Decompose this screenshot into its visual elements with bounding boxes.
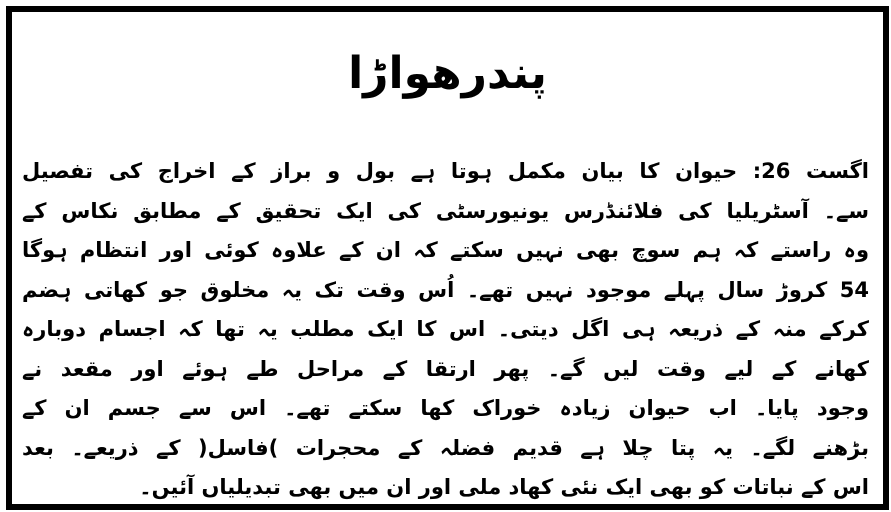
page-title: پندرھواڑا bbox=[348, 48, 547, 99]
text-line: کرکے منہ کے ذریعہ ہی اگل دیتی۔ اس کا ایک مطلب یہ تھا کہ اجسام دوبارہ bbox=[22, 317, 869, 341]
text-line: اگست 26: حیوان کا بیان مکمل ہوتا ہے بول و براز کے اخراج کی تفصیل bbox=[22, 159, 869, 183]
text-line: 54 کروڑ سال پہلے موجود نہیں تھے۔ اُس وقت تک یہ مخلوق جو کھاتی ہضم bbox=[22, 277, 869, 302]
text-line: کھانے کے لیے وقت لیں گے۔ پھر ارتقا کے مراحل طے ہوئے اور مقعد نے bbox=[22, 356, 869, 381]
text-line: وہ راستے کہ ہم سوچ بھی نہیں سکتے کہ ان کے علاوہ کوئی اور انتظام ہوگا bbox=[22, 238, 869, 262]
text-line: اس کے نباتات کو بھی ایک نئی کھاد ملی اور ان میں بھی تبدیلیاں آئیں۔ bbox=[139, 475, 869, 499]
text-line: وجود پایا۔ اب حیوان زیادہ خوراک کھا سکتے تھے۔ اس سے جسم ان کے bbox=[22, 396, 869, 420]
text-line: سے۔ آسٹریلیا کی فلائنڈرس یونیورسٹی کی ایک تحقیق کے مطابق نکاس کے bbox=[22, 198, 869, 223]
text-line: بڑھنے لگے۔ یہ پتا چلا ہے قدیم فضلہ کے محجرات )فاسل( کے ذریعے۔ بعد bbox=[22, 435, 869, 460]
body-paragraph bbox=[22, 152, 869, 508]
page-frame bbox=[6, 6, 889, 510]
